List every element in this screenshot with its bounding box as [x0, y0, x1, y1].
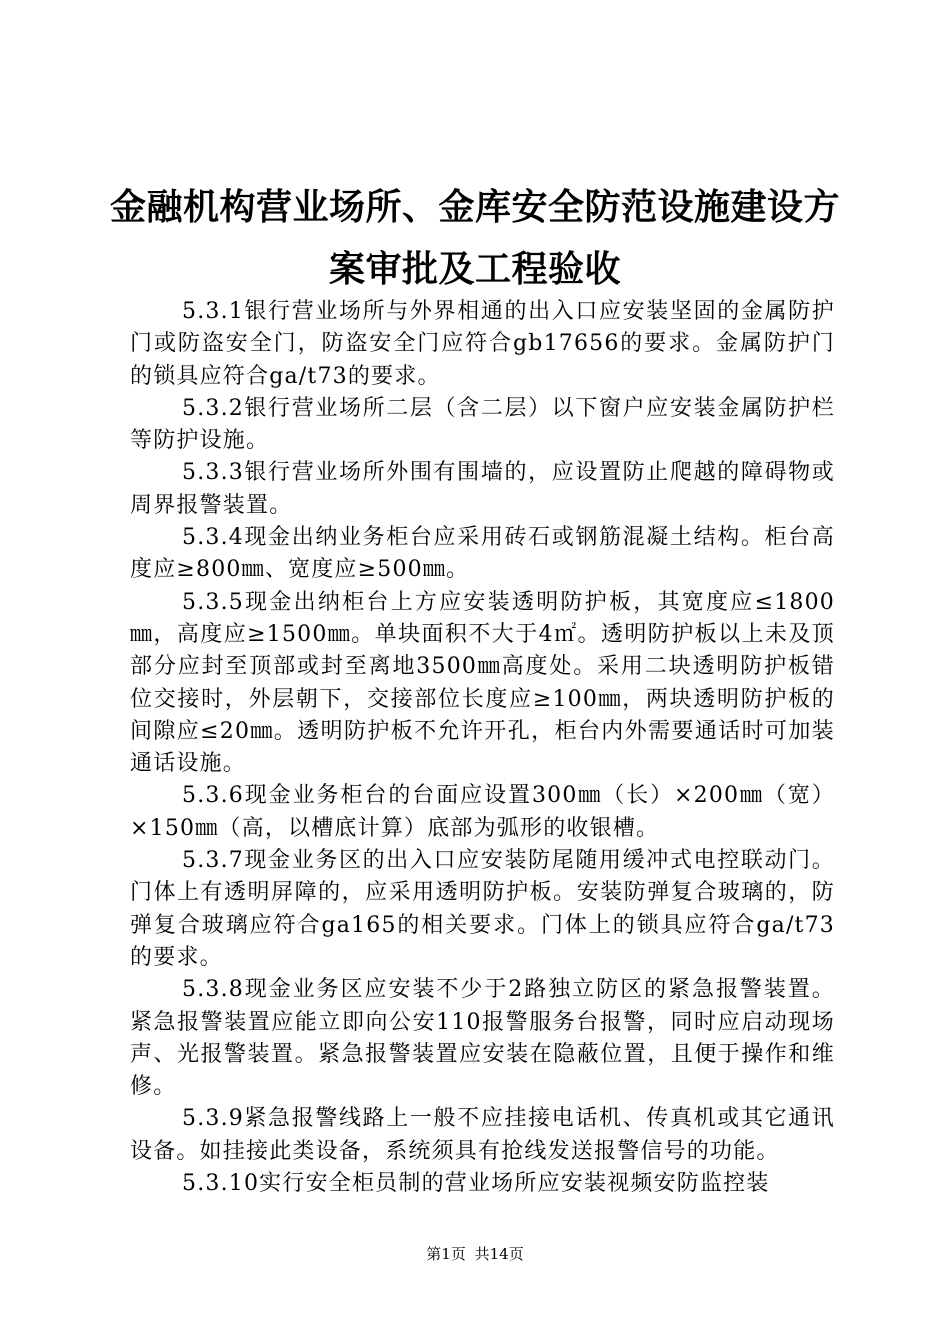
paragraph-5-3-7: 5.3.7现金业务区的出入口应安装防尾随用缓冲式电控联动门。门体上有透明屏障的，应采用透明防护板。安装防弹复合玻璃的，防弹复合玻璃应符合ga165的相关要求。门体上的锁具应符合ga/t73的要求。: [130, 848, 835, 970]
document-title-line-1: 金融机构营业场所、金库安全防范设施建设方: [109, 186, 840, 228]
paragraph-5-3-6: 5.3.6现金业务柜台的台面应设置300㎜（长）×200㎜（宽）×150㎜（高，以槽底计算）底部为弧形的收银槽。: [130, 783, 835, 841]
page-total: 共14页: [474, 1245, 524, 1263]
paragraph-5-3-3: 5.3.3银行营业场所外围有围墙的，应设置防止爬越的障碍物或周界报警装置。: [130, 460, 835, 518]
paragraph-5-3-1: 5.3.1银行营业场所与外界相通的出入口应安装坚固的金属防护门或防盗安全门，防盗安全门应符合gb17656的要求。金属防护门的锁具应符合ga/t73的要求。: [130, 299, 835, 389]
paragraph-5-3-2: 5.3.2银行营业场所二层（含二层）以下窗户应安装金属防护栏等防护设施。: [130, 395, 835, 454]
paragraph-5-3-10: 5.3.10实行安全柜员制的营业场所应安装视频安防监控装: [182, 1171, 770, 1197]
document-title-line-2: 案审批及工程验收: [328, 248, 621, 290]
paragraph-5-3-4: 5.3.4现金出纳业务柜台应采用砖石或钢筋混凝土结构。柜台高度应≥800㎜、宽度应≥500㎜。: [130, 525, 835, 583]
paragraph-5-3-9: 5.3.9紧急报警线路上一般不应挂接电话机、传真机或其它通讯设备。如挂接此类设备，系统须具有抢线发送报警信号的功能。: [130, 1106, 835, 1164]
page-number: 第1页: [426, 1245, 466, 1263]
page-footer: [0, 1244, 950, 1264]
document-body: [130, 296, 835, 1200]
paragraph-5-3-8: 5.3.8现金业务区应安装不少于2路独立防区的紧急报警装置。紧急报警装置应能立即向公安110报警服务台报警，同时应启动现场声、光报警装置。紧急报警装置应安装在隐蔽位置，且便于操作和维修。: [130, 977, 835, 1100]
paragraph-5-3-5: 5.3.5现金出纳柜台上方应安装透明防护板，其宽度应≤1800㎜，高度应≥1500㎜。单块面积不大于4㎡。透明防护板以上未及顶部分应封至顶部或封至离地3500㎜高度处。采用二块透明防护板错位交接时，外层朝下，交接部位长度应≥100㎜，两块透明防护板的间隙应≤20㎜。透明防护板不允许开孔，柜台内外需要通话时可加装通话设施。: [130, 589, 835, 777]
